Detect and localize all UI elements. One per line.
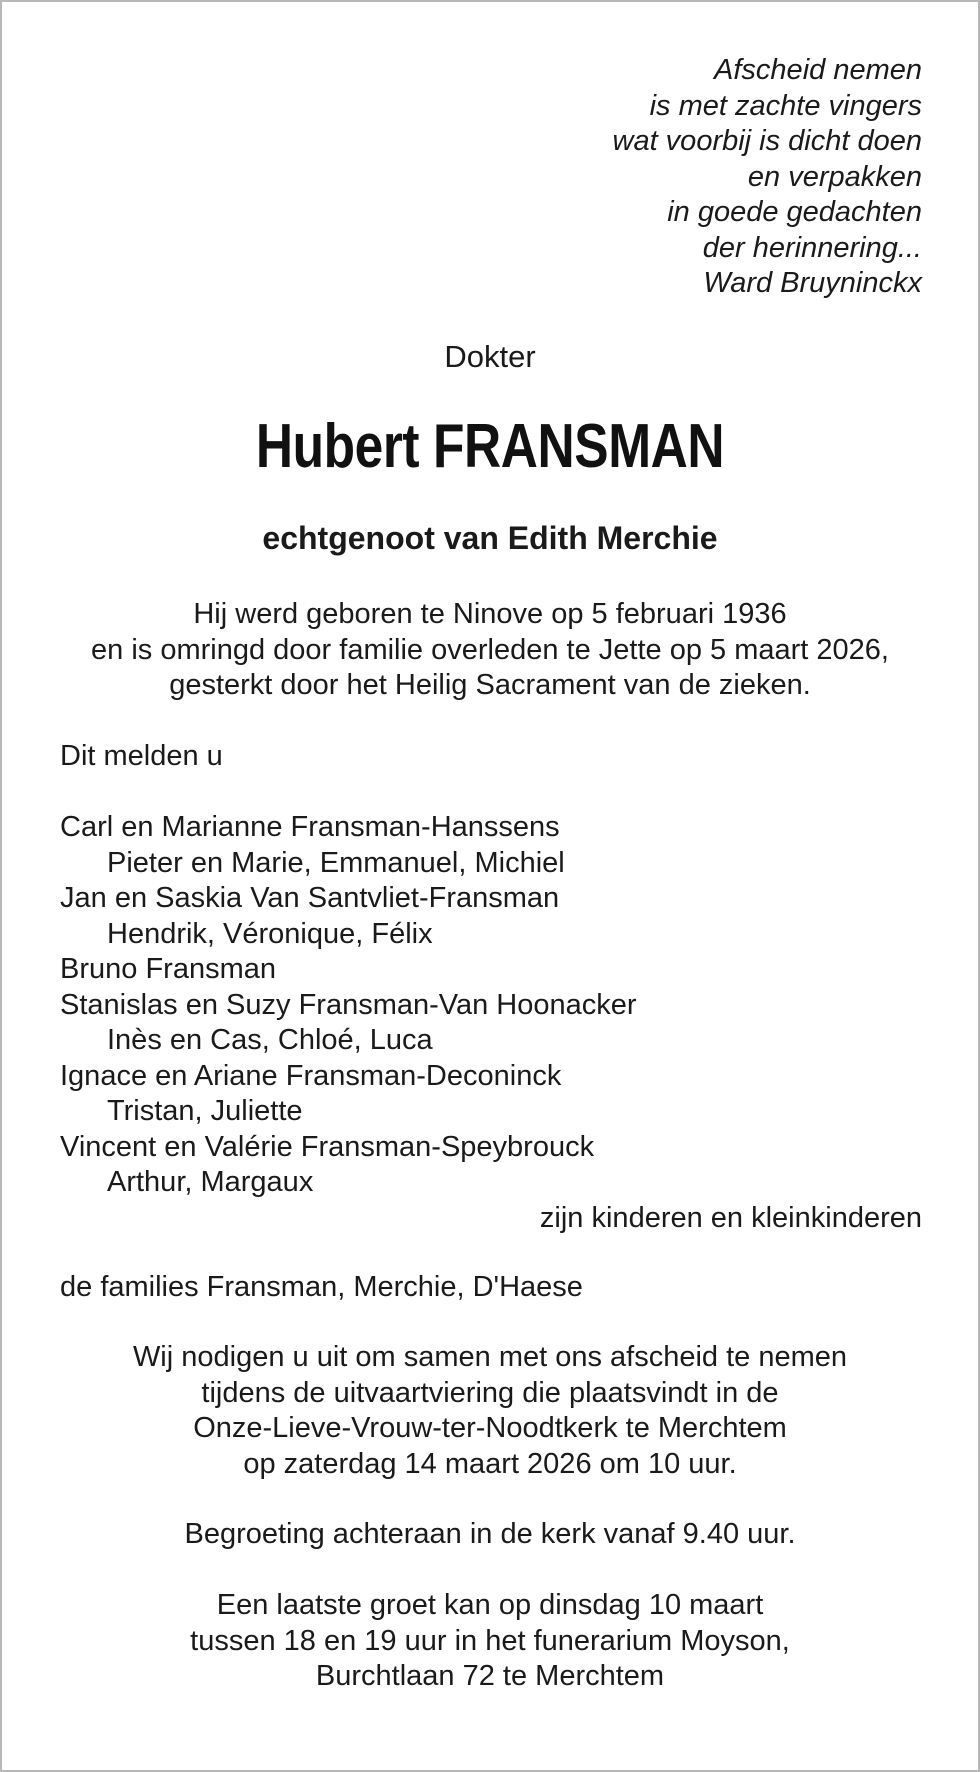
poem-line: in goede gedachten (667, 196, 922, 228)
visitation-info (2, 1588, 978, 1695)
birth-line: Hij werd geboren te Ninove op 5 februari 1936 (193, 598, 787, 630)
poem-line: is met zachte vingers (649, 89, 922, 122)
invite-line: Onze-Lieve-Vrouw-ter-Noodtkerk te Merchtem (193, 1412, 787, 1444)
greeting-text: Begroeting achteraan in de kerk vanaf 9.40 uur. (184, 1518, 796, 1550)
funeral-invitation (2, 1340, 978, 1482)
visit-line: Een laatste groet kan op dinsdag 10 maart (216, 1589, 764, 1621)
family-parents: Bruno Fransman (60, 953, 276, 985)
family-parents: Ignace en Ariane Fransman-Deconinck (60, 1059, 562, 1092)
family-summary: zijn kinderen en kleinkinderen (539, 1201, 922, 1234)
family-parents: Vincent en Valérie Fransman-Speybrouck (60, 1130, 595, 1163)
invite-line: Wij nodigen u uit om samen met ons afscheid te nemen (132, 1341, 848, 1373)
extended-family: de families Fransman, Merchie, D'Haese (60, 1271, 583, 1303)
deceased-name: Hubert FRANSMAN (255, 412, 725, 481)
invite-line: op zaterdag 14 maart 2026 om 10 uur. (243, 1447, 737, 1480)
birth-line: gesterkt door het Heilig Sacrament van de zieken. (169, 669, 811, 701)
birth-death-text (2, 597, 978, 704)
family-parents: Jan en Saskia Van Santvliet-Fransman (60, 882, 560, 914)
family-parents: Stanislas en Suzy Fransman-Van Hoonacker (60, 988, 637, 1021)
family-children: Hendrik, Véronique, Félix (107, 917, 433, 950)
visit-line: tussen 18 en 19 uur in het funerarium Moyson, (190, 1624, 790, 1657)
poem-line: Afscheid nemen (714, 54, 922, 86)
deceased-title: Dokter (444, 339, 536, 374)
poem-line: wat voorbij is dicht doen (612, 125, 922, 157)
poem-line: der herinnering... (702, 231, 922, 264)
family-list (60, 810, 922, 1236)
invite-line: tijdens de uitvaartviering die plaatsvindt in de (201, 1376, 779, 1409)
poem (613, 53, 923, 302)
family-children: Pieter en Marie, Emmanuel, Michiel (107, 846, 565, 879)
spouse-line: echtgenoot van Edith Merchie (262, 520, 718, 556)
family-children: Inès en Cas, Chloé, Luca (107, 1024, 433, 1056)
visit-line: Burchtlaan 72 te Merchtem (315, 1660, 665, 1692)
family-children: Tristan, Juliette (107, 1095, 303, 1127)
birth-line: en is omringd door familie overleden te Jette op 5 maart 2026, (91, 633, 889, 666)
announce-text: Dit melden u (60, 740, 223, 772)
family-parents: Carl en Marianne Fransman-Hanssens (60, 811, 560, 843)
poem-line: en verpakken (747, 160, 922, 193)
poem-author: Ward Bruyninckx (703, 267, 922, 299)
family-children: Arthur, Margaux (107, 1166, 314, 1198)
